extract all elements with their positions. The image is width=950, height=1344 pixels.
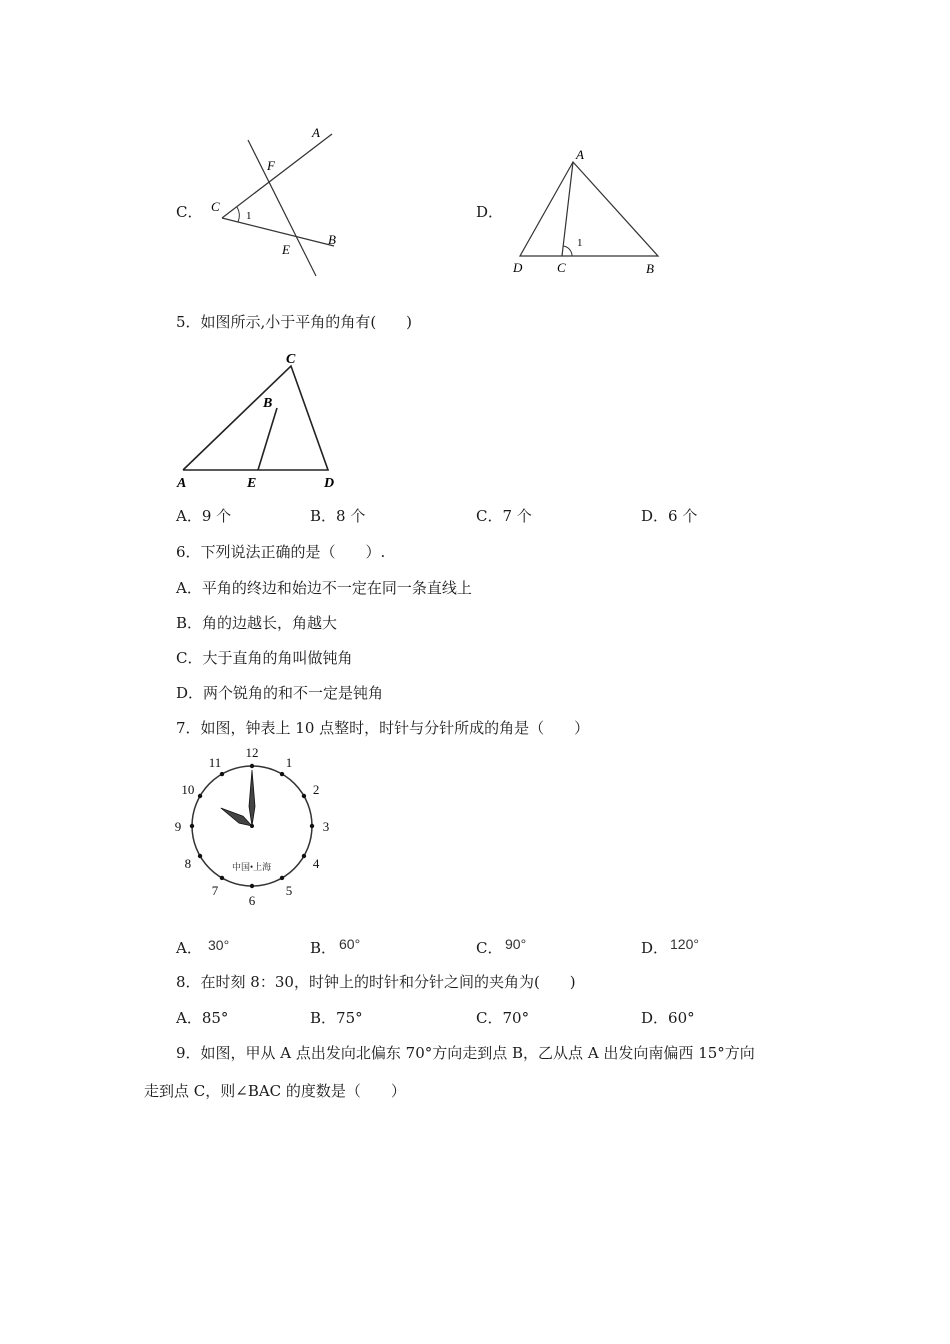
q5-option-b: B．8 个 xyxy=(310,507,366,525)
q7-option-a-value: 30° xyxy=(208,937,230,953)
clock-dot xyxy=(310,824,314,828)
clock-dot xyxy=(198,854,202,858)
minute-hand xyxy=(249,770,255,826)
point-b-label: B xyxy=(328,232,336,247)
clock-number: 9 xyxy=(174,819,182,834)
clock-number: 3 xyxy=(322,819,330,834)
clock-center xyxy=(250,824,254,828)
q4-figure-c xyxy=(200,122,350,282)
clock-number: 6 xyxy=(248,893,256,908)
clock-dot xyxy=(220,772,224,776)
clock-dot xyxy=(220,876,224,880)
q8-option-c: C．70° xyxy=(476,1009,530,1027)
point-c-label: C xyxy=(286,352,296,367)
clock-dot xyxy=(280,876,284,880)
point-c-label: C xyxy=(557,260,566,275)
q5-figure xyxy=(172,344,352,494)
clock-number: 12 xyxy=(245,745,259,760)
q6-option-b: B．角的边越长，角越大 xyxy=(176,614,338,632)
clock-number: 8 xyxy=(184,856,192,871)
point-a-label: A xyxy=(177,476,187,491)
q9-stem-line2: 走到点 C，则∠BAC 的度数是（ ） xyxy=(144,1082,406,1100)
point-e-label: E xyxy=(247,476,257,491)
q4-option-d-label: D． xyxy=(476,203,504,221)
clock-figure xyxy=(170,744,335,909)
point-c-label: C xyxy=(211,199,220,214)
clock-brand-label: 中国•上海 xyxy=(232,862,272,872)
clock-dot xyxy=(280,772,284,776)
q6-option-d: D．两个锐角的和不一定是钝角 xyxy=(176,684,384,702)
segment-eb xyxy=(258,408,277,470)
clock-number: 4 xyxy=(312,856,320,871)
q5-option-c: C．7 个 xyxy=(476,507,532,525)
clock-number: 10 xyxy=(181,782,195,797)
clock-number: 5 xyxy=(285,883,293,899)
point-a-label: A xyxy=(312,125,320,140)
q5-option-a: A．9 个 xyxy=(176,507,232,525)
q7-option-a-label: A． xyxy=(176,939,202,957)
q5-option-d: D．6 个 xyxy=(641,507,698,525)
clock-dot xyxy=(250,884,254,888)
clock-number: 1 xyxy=(285,754,293,770)
q4-option-c-label: C． xyxy=(176,203,203,221)
angle-arc xyxy=(237,207,239,222)
q7-option-d-value: 120° xyxy=(670,936,699,952)
point-b-label: B xyxy=(646,261,654,276)
line-cb xyxy=(222,218,334,246)
q6-option-c: C．大于直角的角叫做钝角 xyxy=(176,649,353,667)
q7-stem: 7．如图，钟表上 10 点整时，时针与分针所成的角是（ ） xyxy=(176,719,590,737)
point-b-label: B xyxy=(263,396,273,411)
clock-number: 2 xyxy=(312,782,320,797)
q8-option-d: D．60° xyxy=(641,1009,695,1027)
triangle-acd xyxy=(183,366,328,470)
clock-dot xyxy=(190,824,194,828)
point-e-label: E xyxy=(282,242,290,257)
point-f-label: F xyxy=(267,158,275,173)
clock-dot xyxy=(302,794,306,798)
hour-hand xyxy=(221,808,252,826)
q4-figure-d xyxy=(508,144,668,279)
q8-stem: 8．在时刻 8：30，时钟上的时针和分针之间的夹角为( ) xyxy=(176,973,576,991)
angle-arc xyxy=(563,246,572,256)
q7-option-c-value: 90° xyxy=(505,936,527,952)
q7-option-c-label: C． xyxy=(476,939,503,957)
q5-stem: 5．如图所示,小于平角的角有( ) xyxy=(176,313,413,331)
angle-1-label: 1 xyxy=(246,210,252,222)
line-ca xyxy=(222,134,332,218)
q9-stem-line1: 9．如图，甲从 A 点出发向北偏东 70°方向走到点 B，乙从点 A 出发向南偏西 15°方向 xyxy=(176,1044,755,1062)
q8-option-b: B．75° xyxy=(310,1009,363,1027)
q8-option-a: A．85° xyxy=(176,1009,229,1027)
clock-number: 11 xyxy=(208,754,222,770)
triangle-adb xyxy=(520,162,658,256)
segment-ac xyxy=(562,162,573,256)
point-d-label: D xyxy=(513,260,523,275)
point-d-label: D xyxy=(324,476,335,491)
q7-option-b-label: B． xyxy=(310,939,337,957)
clock-dot xyxy=(302,854,306,858)
angle-1-label: 1 xyxy=(577,237,583,249)
q6-stem: 6．下列说法正确的是（ ）. xyxy=(176,543,386,561)
point-a-label: A xyxy=(576,147,584,162)
q6-option-a: A．平角的终边和始边不一定在同一条直线上 xyxy=(176,579,472,597)
clock-dot xyxy=(198,794,202,798)
q7-option-b-value: 60° xyxy=(339,936,361,952)
clock-dot xyxy=(250,764,254,768)
q7-option-d-label: D． xyxy=(641,939,669,957)
clock-number: 7 xyxy=(211,883,219,899)
